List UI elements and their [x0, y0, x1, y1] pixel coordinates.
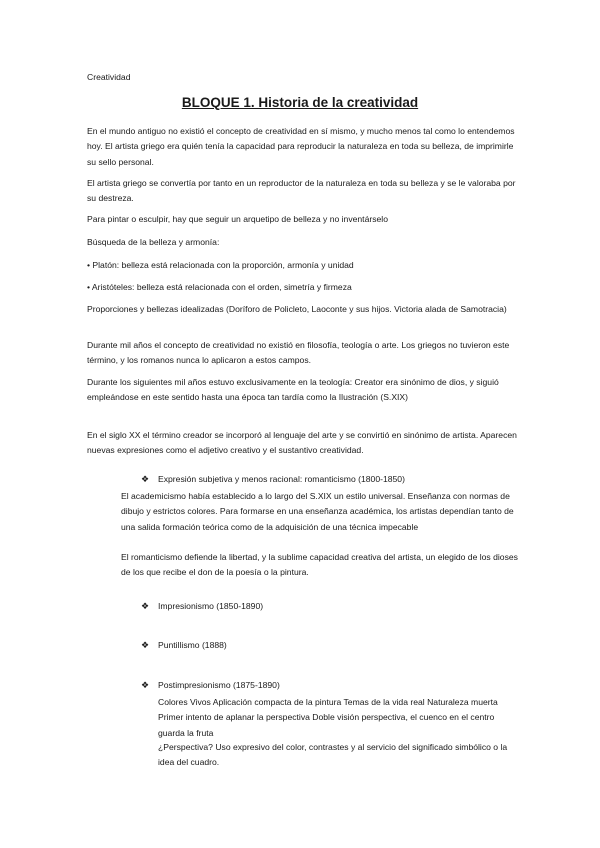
- page-header: Creatividad: [87, 72, 131, 82]
- section-body: Colores Vivos Aplicación compacta de la pintura Temas de la vida real Naturaleza muerta Primer intento de aplanar la perspectiva Doble visión perspectiva, el cuenco en el centro guarda la fruta: [158, 697, 498, 738]
- diamond-bullet-icon: ❖: [141, 640, 150, 650]
- section-body: El romanticismo defiende la libertad, y la sublime capacidad creativa del artista, un elegido de los dioses de los que recibe el don de la poesía o la pintura.: [121, 552, 518, 578]
- paragraph: Proporciones y bellezas idealizadas (Doríforo de Policleto, Laoconte y sus hijos. Victoria alada de Samotracia): [87, 304, 507, 314]
- section-heading: Impresionismo (1850-1890): [158, 601, 264, 611]
- paragraph: Durante mil años el concepto de creatividad no existió en filosofía, teología o arte. Los griegos no tuvieron este término, y los romanos nunca lo aplicaron a estos campos.: [87, 340, 510, 366]
- diamond-bullet-icon: ❖: [141, 680, 150, 690]
- page-title: BLOQUE 1. Historia de la creatividad: [181, 95, 419, 110]
- list-item: • Platón: belleza está relacionada con la proporción, armonía y unidad: [87, 260, 354, 270]
- paragraph: Para pintar o esculpir, hay que seguir un arquetipo de belleza y no inventárselo: [87, 214, 388, 224]
- section-heading: Postimpresionismo (1875-1890): [158, 680, 280, 690]
- paragraph: En el mundo antiguo no existió el concepto de creatividad en sí mismo, y mucho menos tal como lo entendemos hoy. El artista griego era quién tenía la capacidad para reproducir la naturaleza en toda su belleza, de imprimirle su sello personal.: [87, 126, 515, 167]
- list-item: • Aristóteles: belleza está relacionada con el orden, simetría y firmeza: [87, 282, 352, 292]
- paragraph: Búsqueda de la belleza y armonía:: [87, 237, 220, 247]
- section-heading: Puntillismo (1888): [158, 640, 227, 650]
- paragraph: El artista griego se convertía por tanto en un reproductor de la naturaleza en toda su belleza y se le valoraba por su destreza.: [87, 178, 516, 204]
- section-body: El academicismo había establecido a lo largo del S.XIX un estilo universal. Enseñanza con normas de dibujo y estrictos colores. Para formarse en una enseñanza académica, los artistas dependían tanto de una salida formación teórica como de la adquisición de una técnica impecable: [121, 491, 514, 532]
- section-body: ¿Perspectiva? Uso expresivo del color, contrastes y al servicio del significado simbólico o la idea del cuadro.: [158, 742, 508, 768]
- paragraph: Durante los siguientes mil años estuvo exclusivamente en la teología: Creator era sinónimo de dios, y siguió empleándose en este sentido hasta una época tan tardía como la Ilustración (S.XIX): [87, 377, 499, 403]
- section-heading: Expresión subjetiva y menos racional: romanticismo (1800-1850): [158, 474, 405, 484]
- paragraph: En el siglo XX el término creador se incorporó al lenguaje del arte y se convirtió en sinónimo de artista. Aparecen nuevas expresiones como el adjetivo creativo y el sustantivo creatividad.: [87, 430, 517, 456]
- diamond-bullet-icon: ❖: [141, 474, 150, 484]
- diamond-bullet-icon: ❖: [141, 601, 150, 611]
